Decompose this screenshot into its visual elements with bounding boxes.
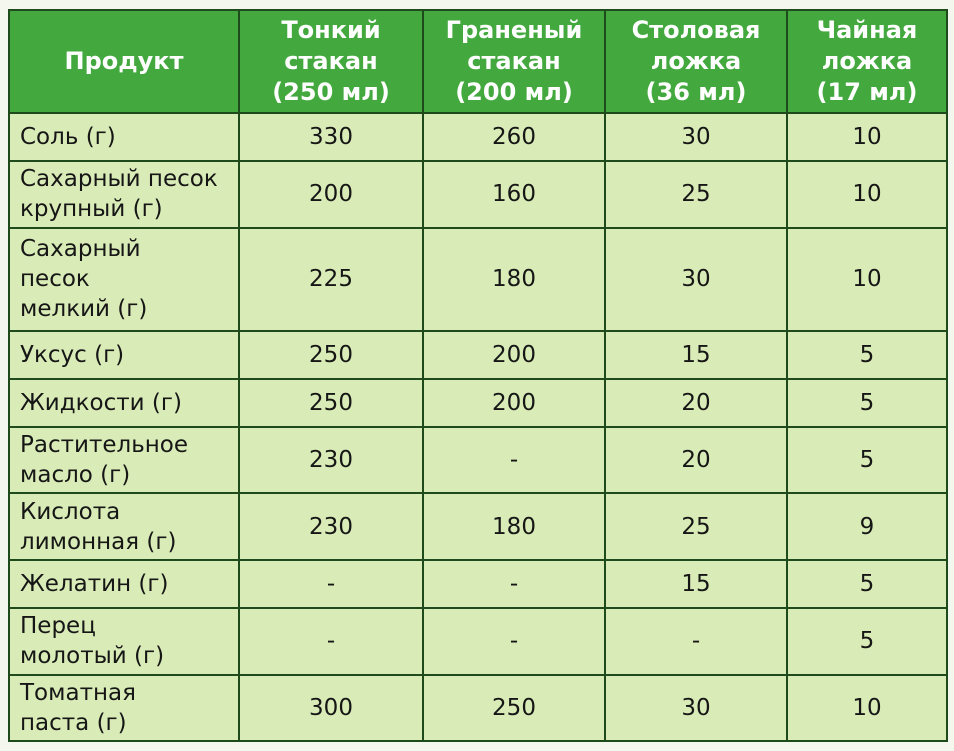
tablespoon-value: 20: [605, 379, 787, 427]
tablespoon-value: 15: [605, 560, 787, 608]
thin-glass-value: 250: [239, 379, 423, 427]
product-name-line: лимонная (г): [20, 528, 177, 555]
product-name: [9, 113, 239, 161]
tablespoon-value: -: [605, 608, 787, 674]
product-name-line: песок: [20, 266, 90, 293]
teaspoon-value: 9: [787, 493, 947, 559]
faceted-glass-value: -: [423, 427, 605, 493]
header-teaspoon-line: Чайная: [816, 16, 918, 44]
product-name-line: мелкий (г): [20, 296, 148, 323]
header-thin-glass-line: Тонкий: [281, 16, 381, 44]
header-faceted-glass-line: Граненый: [445, 16, 583, 44]
faceted-glass-value: -: [423, 560, 605, 608]
table-row: [9, 379, 947, 427]
product-name: [9, 675, 239, 742]
table-row: [9, 113, 947, 161]
header-row: [9, 10, 947, 113]
product-name-line: Жидкости (г): [20, 389, 182, 416]
tablespoon-value: 25: [605, 161, 787, 227]
product-name: [9, 228, 239, 331]
teaspoon-value: 10: [787, 113, 947, 161]
header-teaspoon: [787, 10, 947, 113]
thin-glass-value: 225: [239, 228, 423, 331]
product-name-line: молотый (г): [20, 643, 165, 670]
tablespoon-value: 25: [605, 493, 787, 559]
thin-glass-value: 330: [239, 113, 423, 161]
faceted-glass-value: 180: [423, 228, 605, 331]
header-faceted-glass: [423, 10, 605, 113]
header-faceted-glass-line: (200 мл): [455, 78, 573, 106]
table-body: [9, 113, 947, 741]
faceted-glass-value: -: [423, 608, 605, 674]
product-name-line: Кислота: [20, 498, 121, 525]
table-row: [9, 493, 947, 559]
teaspoon-value: 10: [787, 675, 947, 742]
measures-table: [8, 9, 948, 742]
table-row: [9, 228, 947, 331]
faceted-glass-value: 200: [423, 331, 605, 379]
product-name-line: крупный (г): [20, 196, 163, 223]
header-faceted-glass-line: стакан: [467, 47, 561, 75]
product-name: [9, 161, 239, 227]
header-product-label: Продукт: [64, 47, 184, 75]
faceted-glass-value: 250: [423, 675, 605, 742]
teaspoon-value: 10: [787, 161, 947, 227]
tablespoon-value: 30: [605, 113, 787, 161]
product-name-line: паста (г): [20, 709, 127, 736]
teaspoon-value: 5: [787, 427, 947, 493]
tablespoon-value: 30: [605, 228, 787, 331]
product-name-line: Перец: [20, 613, 96, 640]
table-row: [9, 427, 947, 493]
product-name: [9, 560, 239, 608]
table-row: [9, 161, 947, 227]
teaspoon-value: 10: [787, 228, 947, 331]
faceted-glass-value: 160: [423, 161, 605, 227]
tablespoon-value: 30: [605, 675, 787, 742]
header-product: [9, 10, 239, 113]
product-name-line: Растительное: [20, 432, 189, 459]
product-name-line: Соль (г): [20, 124, 116, 151]
product-name-line: масло (г): [20, 462, 131, 489]
product-name: [9, 331, 239, 379]
product-name-line: Сахарный песок: [20, 166, 218, 193]
header-thin-glass-line: стакан: [284, 47, 378, 75]
product-name: [9, 493, 239, 559]
teaspoon-value: 5: [787, 608, 947, 674]
tablespoon-value: 20: [605, 427, 787, 493]
header-teaspoon-line: ложка: [821, 47, 913, 75]
faceted-glass-value: 180: [423, 493, 605, 559]
header-tablespoon-line: (36 мл): [645, 78, 747, 106]
product-name: [9, 379, 239, 427]
product-name-line: Томатная: [20, 679, 136, 706]
teaspoon-value: 5: [787, 560, 947, 608]
faceted-glass-value: 200: [423, 379, 605, 427]
product-name-line: Желатин (г): [20, 570, 169, 597]
thin-glass-value: 230: [239, 493, 423, 559]
header-tablespoon-line: Столовая: [631, 16, 761, 44]
thin-glass-value: -: [239, 560, 423, 608]
header-tablespoon-line: ложка: [650, 47, 742, 75]
thin-glass-value: 230: [239, 427, 423, 493]
teaspoon-value: 5: [787, 379, 947, 427]
header-thin-glass-line: (250 мл): [272, 78, 390, 106]
header-thin-glass: [239, 10, 423, 113]
table-row: [9, 675, 947, 742]
product-name: [9, 427, 239, 493]
header-teaspoon-line: (17 мл): [816, 78, 918, 106]
product-name-line: Уксус (г): [20, 341, 125, 368]
table-row: [9, 560, 947, 608]
thin-glass-value: 250: [239, 331, 423, 379]
table-row: [9, 608, 947, 674]
product-name-line: Сахарный: [20, 236, 141, 263]
thin-glass-value: 200: [239, 161, 423, 227]
teaspoon-value: 5: [787, 331, 947, 379]
tablespoon-value: 15: [605, 331, 787, 379]
table-header: [9, 10, 947, 113]
faceted-glass-value: 260: [423, 113, 605, 161]
header-tablespoon: [605, 10, 787, 113]
thin-glass-value: 300: [239, 675, 423, 742]
table-row: [9, 331, 947, 379]
thin-glass-value: -: [239, 608, 423, 674]
product-name: [9, 608, 239, 674]
